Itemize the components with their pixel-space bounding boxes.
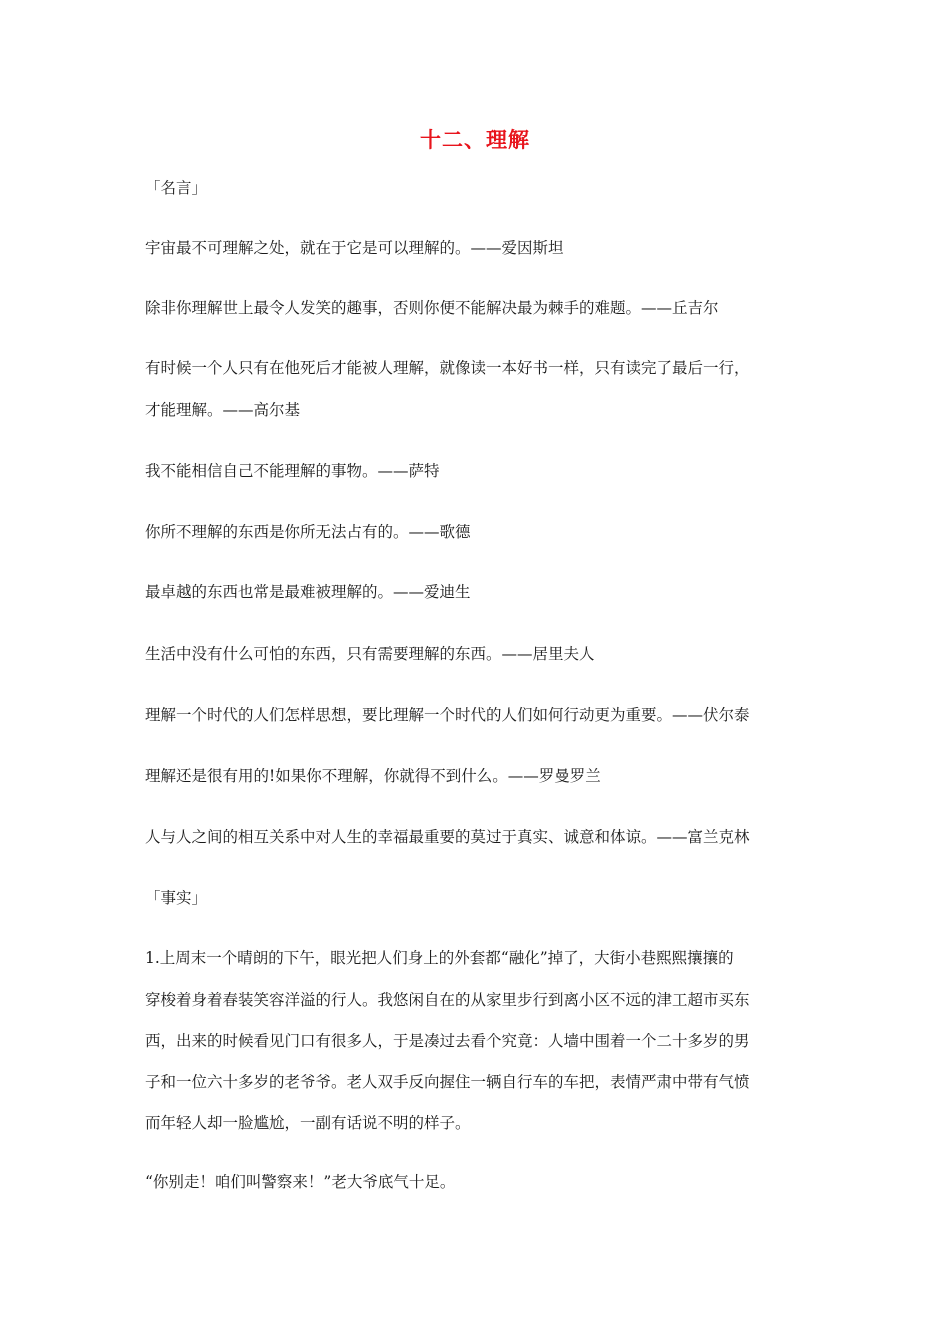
fact-line: 1.上周末一个晴朗的下午，眼光把人们身上的外套都“融化”掉了，大街小巷熙熙攘攘的 (145, 949, 734, 967)
quote-line: 才能理解。——高尔基 (145, 401, 301, 419)
quote-line: 生活中没有什么可怕的东西，只有需要理解的东西。——居里夫人 (145, 645, 595, 663)
quote-line: 宇宙最不可理解之处，就在于它是可以理解的。——爱因斯坦 (145, 239, 564, 257)
fact-line: 西，出来的时候看见门口有很多人，于是凑过去看个究竟：人墙中围着一个二十多岁的男 (145, 1032, 750, 1050)
quote-line: 人与人之间的相互关系中对人生的幸福最重要的莫过于真实、诚意和体谅。——富兰克林 (145, 828, 750, 846)
quote-line: 除非你理解世上最令人发笑的趣事，否则你便不能解决最为棘手的难题。——丘吉尔 (145, 299, 719, 317)
section-heading-quotes: 「名言」 (145, 179, 208, 197)
quote-line: 理解还是很有用的!如果你不理解，你就得不到什么。——罗曼罗兰 (145, 767, 601, 785)
quote-line: 最卓越的东西也常是最难被理解的。——爱迪生 (145, 583, 471, 601)
fact-line: 穿梭着身着春装笑容洋溢的行人。我悠闲自在的从家里步行到离小区不远的津工超市买东 (145, 991, 750, 1009)
quote-line: 有时候一个人只有在他死后才能被人理解，就像读一本好书一样，只有读完了最后一行， (145, 359, 750, 377)
page-title: 十二、理解 (420, 128, 530, 152)
fact-line: “你别走！咱们叫警察来！”老大爷底气十足。 (145, 1173, 456, 1191)
quote-line: 理解一个时代的人们怎样思想，要比理解一个时代的人们如何行动更为重要。——伏尔泰 (145, 706, 750, 724)
fact-line: 子和一位六十多岁的老爷爷。老人双手反向握住一辆自行车的车把，表情严肃中带有气愤 (145, 1073, 750, 1091)
section-heading-facts: 「事实」 (145, 889, 208, 907)
quote-line: 我不能相信自己不能理解的事物。——萨特 (145, 462, 440, 480)
fact-line: 而年轻人却一脸尴尬，一副有话说不明的样子。 (145, 1114, 471, 1132)
quote-line: 你所不理解的东西是你所无法占有的。——歌德 (145, 523, 471, 541)
